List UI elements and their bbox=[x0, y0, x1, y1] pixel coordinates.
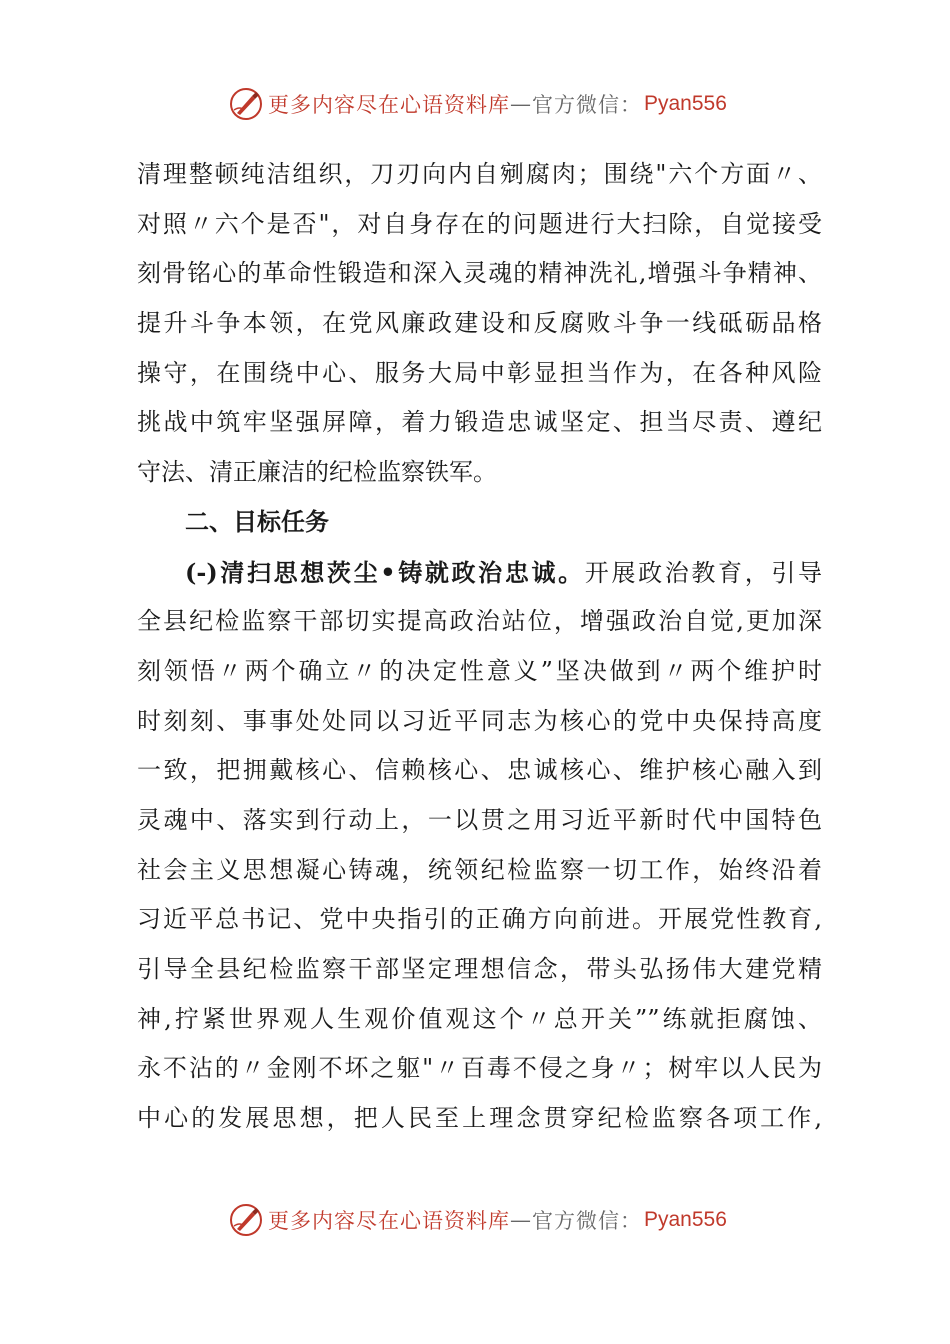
paragraph-line: 提升斗争本领，在党风廉政建设和反腐败斗争一线砥砺品格 bbox=[137, 309, 822, 338]
watermark-dash: — bbox=[510, 92, 532, 116]
watermark-main-text: 更多内容尽在心语资料库 bbox=[268, 1209, 510, 1233]
watermark-banner-top bbox=[228, 84, 727, 124]
paragraph-line: 中心的发展思想，把人民至上理念贯穿纪检监察各项工作, bbox=[137, 1104, 822, 1133]
pen-logo-icon bbox=[228, 86, 264, 122]
watermark-dash: — bbox=[510, 1208, 532, 1232]
subsection-title: (-)清扫思想茨尘•铸就政治忠诚。 bbox=[185, 557, 585, 587]
paragraph-line: 神,拧紧世界观人生观价值观这个〃总开关””练就拒腐蚀、 bbox=[137, 1004, 822, 1033]
paragraph-line: 刻骨铭心的革命性锻造和深入灵魂的精神洗礼,增强斗争精神、 bbox=[137, 259, 822, 288]
paragraph-line: 灵魂中、落实到行动上，一以贯之用习近平新时代中国特色 bbox=[137, 805, 822, 834]
paragraph-line: 时刻刻、事事处处同以习近平同志为核心的党中央保持高度 bbox=[137, 706, 822, 735]
paragraph-line: 引导全县纪检监察干部坚定理想信念，带头弘扬伟大建党精 bbox=[137, 955, 822, 983]
paragraph-line: 一致，把拥戴核心、信赖核心、忠诚核心、维护核心融入到 bbox=[137, 756, 822, 785]
paragraph-line: 刻领悟〃两个确立〃的决定性意义”坚决做到〃两个维护时 bbox=[137, 656, 822, 685]
document-body bbox=[137, 150, 822, 1144]
section-heading: 二、目标任务 bbox=[185, 507, 329, 536]
watermark-main-text: 更多内容尽在心语资料库 bbox=[268, 93, 510, 117]
watermark-sub-text: 官方微信： bbox=[532, 93, 642, 117]
watermark-wechat-id: Pyan556 bbox=[644, 92, 727, 115]
paragraph-line: 永不沾的〃金刚不坏之躯"〃百毒不侵之身〃；树牢以人民为 bbox=[137, 1054, 822, 1083]
paragraph-line: 守法、清正廉洁的纪检监察铁军。 bbox=[137, 458, 497, 487]
paragraph-line: 社会主义思想凝心铸魂，统领纪检监察一切工作，始终沿着 bbox=[137, 855, 822, 884]
paragraph-line: 挑战中筑牢坚强屏障，着力锻造忠诚坚定、担当尽责、遵纪 bbox=[137, 408, 822, 437]
paragraph-line: 习近平总书记、党中央指引的正确方向前进。开展党性教育, bbox=[137, 905, 822, 934]
subsection-lead-rest: 开展政治教育，引导 bbox=[584, 558, 823, 587]
watermark-wechat-id: Pyan556 bbox=[644, 1208, 727, 1231]
subsection-lead-line bbox=[137, 548, 822, 598]
watermark-banner-bottom bbox=[228, 1200, 727, 1240]
paragraph-line: 清理整顿纯洁组织，刀刃向内自剜腐肉；围绕"六个方面〃、 bbox=[137, 160, 822, 188]
paragraph-line: 对照〃六个是否"，对自身存在的问题进行大扫除，自觉接受 bbox=[137, 209, 822, 238]
paragraph-line: 全县纪检监察干部切实提高政治站位，增强政治自觉,更加深 bbox=[137, 607, 822, 636]
paragraph-line: 操守，在围绕中心、服务大局中彰显担当作为，在各种风险 bbox=[137, 358, 822, 387]
pen-logo-icon bbox=[228, 1202, 264, 1238]
watermark-sub-text: 官方微信： bbox=[532, 1209, 642, 1233]
